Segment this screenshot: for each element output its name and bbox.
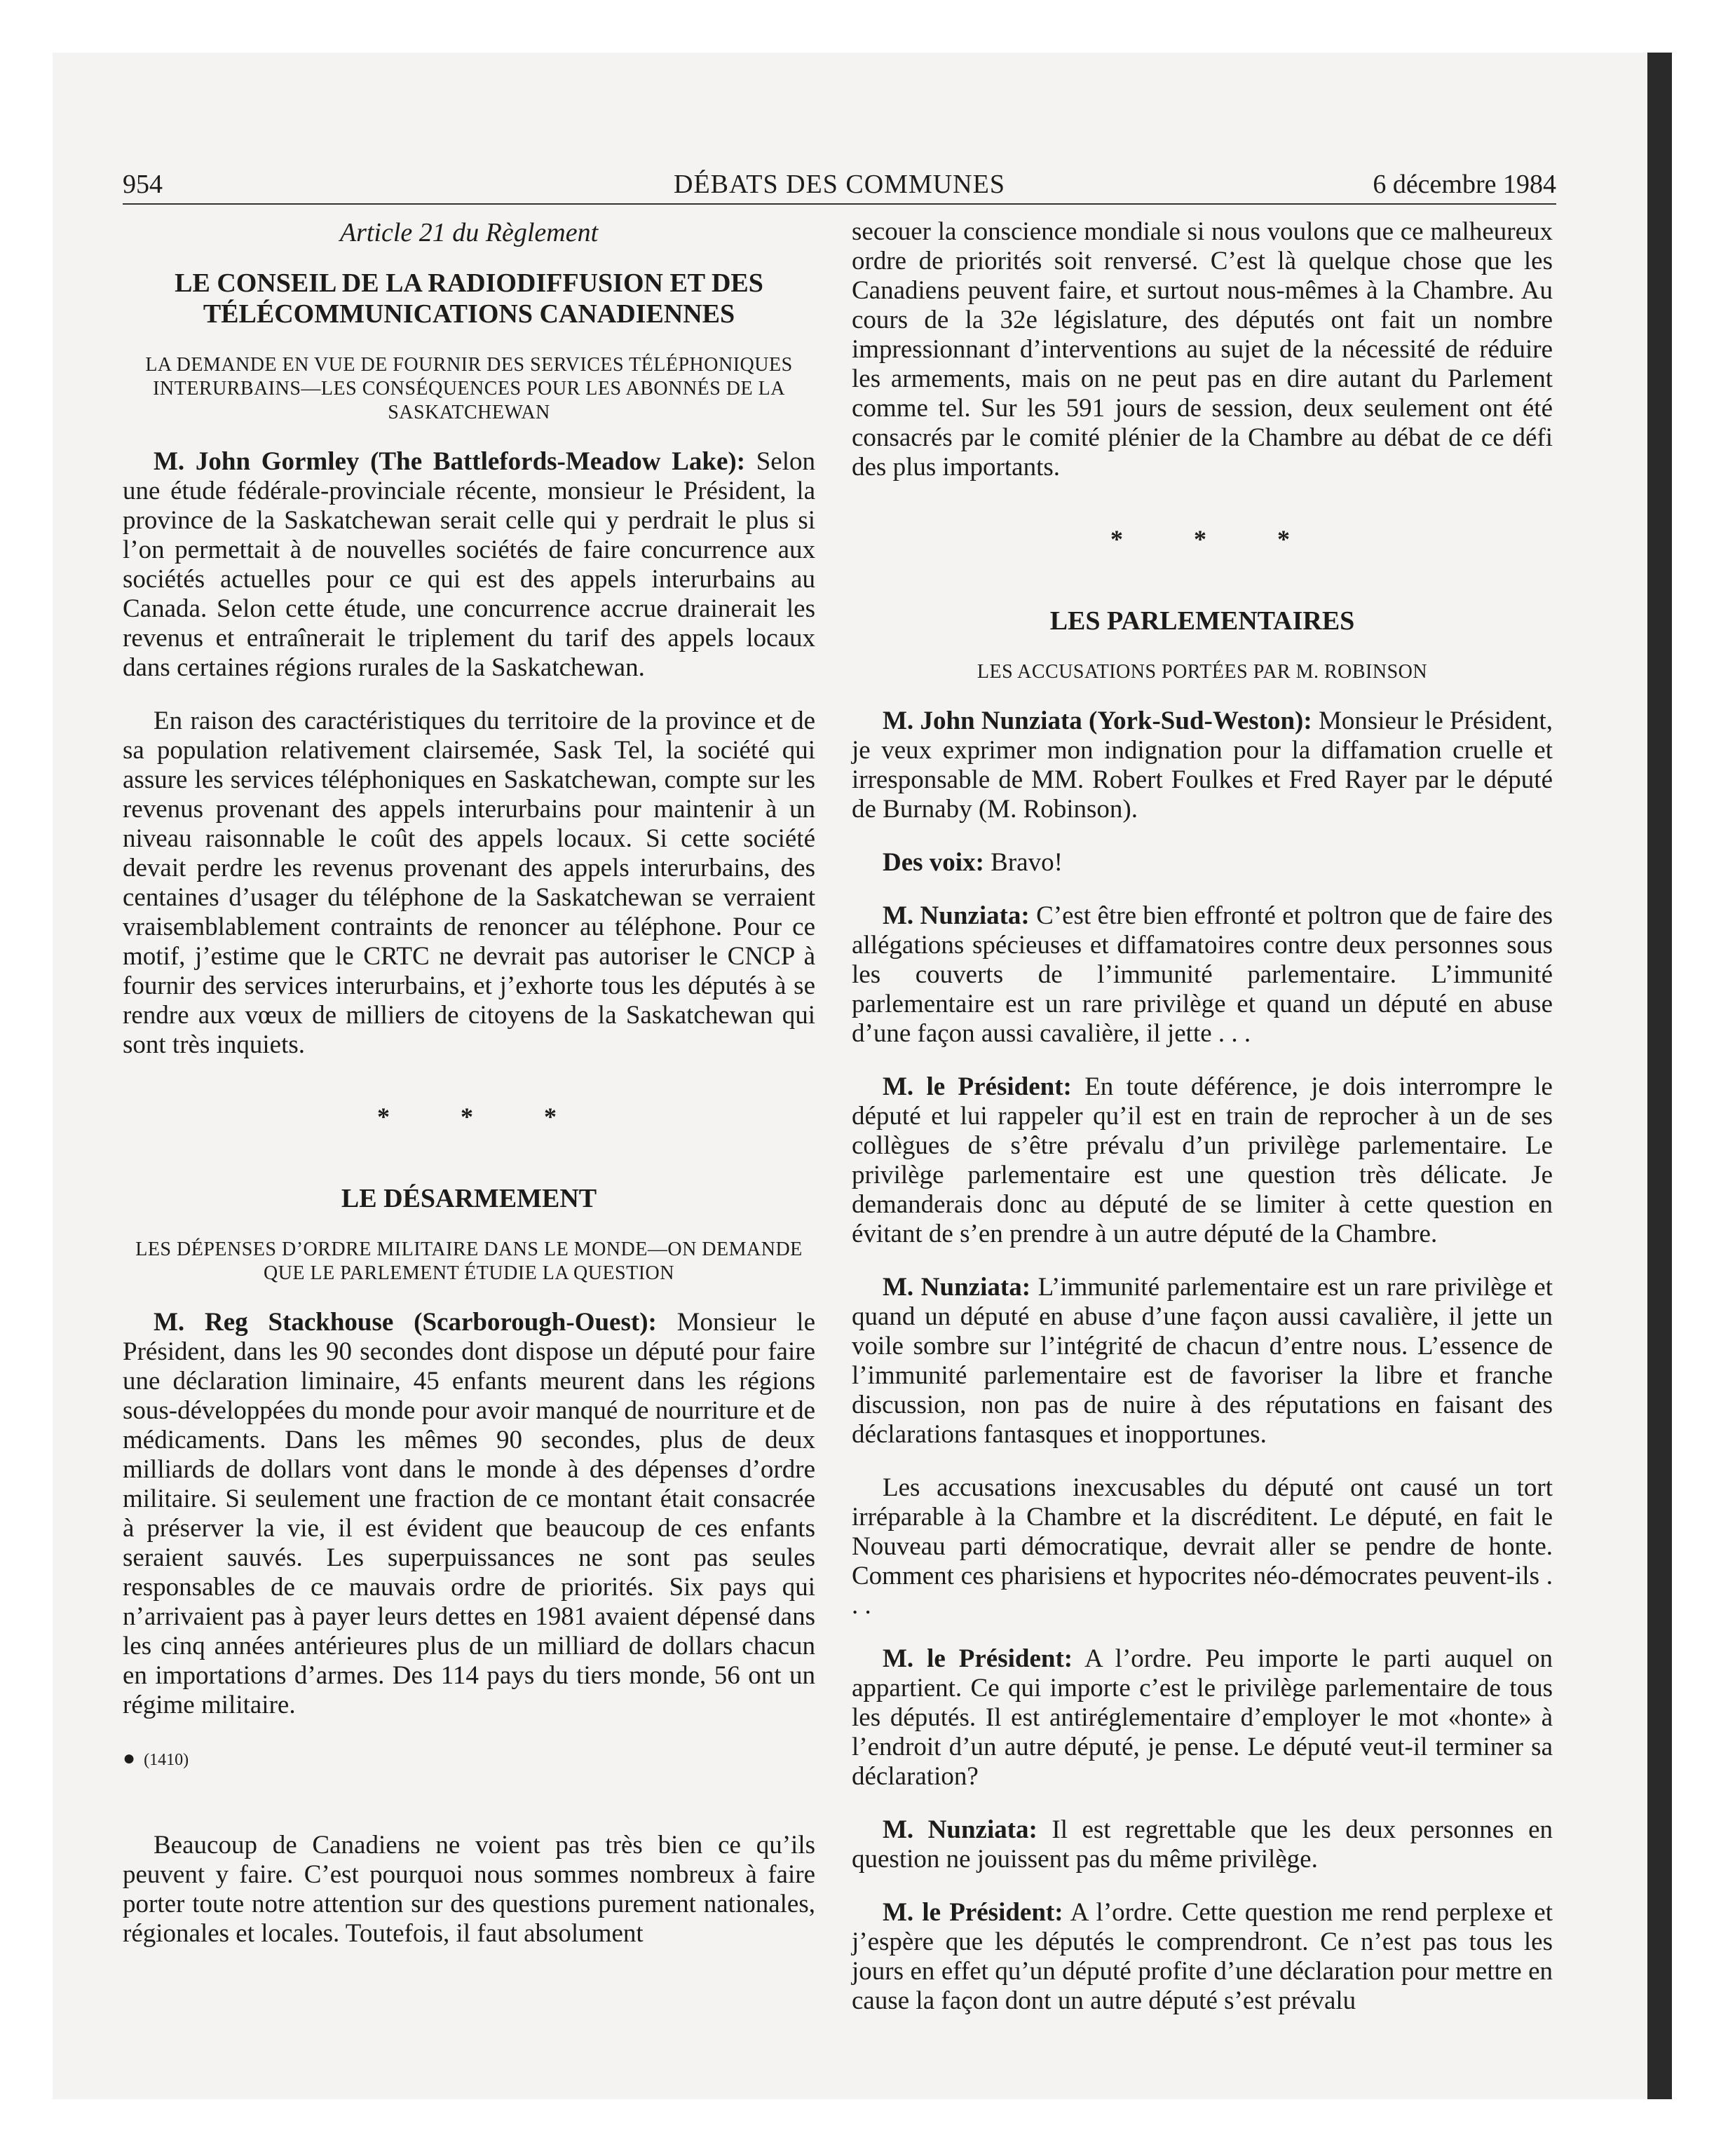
- left-column: [123, 217, 815, 1972]
- paragraph-canadiens: Beaucoup de Canadiens ne voient pas très bien ce qu’ils peuvent y faire. C’est pourquoi nous sommes nombreux à faire porter toute notre attention sur des questions purement nationales, régionales et locales. Toutefois, il faut absolument: [123, 1831, 815, 1948]
- speaker-name: M. Nunziata:: [883, 1273, 1031, 1302]
- speech-text: C’est être bien effronté et poltron que de faire des allégations spécieuses et diffamatoires contre deux personnes sous les couverts de l’immunité parlementaire. L’immunité parlementaire est un rare privilège et quand un député en abuse d’une façon aussi cavalière, il jette . . .: [852, 901, 1553, 1048]
- speech-text: A l’ordre. Cette question me rend perplexe et j’espère que les députés le comprendront. Ce n’est pas tous les jours en effet qu’un député profite d’une déclaration pour mettre en cause la façon dont un autre député s’est prévalu: [852, 1898, 1553, 2015]
- section-title-crtc: LE CONSEIL DE LA RADIODIFFUSION ET DES TÉLÉCOMMUNICATIONS CANADIENNES: [175, 268, 763, 329]
- speaker-name: M. John Nunziata (York-Sud-Weston):: [883, 707, 1312, 735]
- speech-text: En toute déférence, je dois interrompre le député et lui rappeler qu’il est en train de reprocher à un de ses collègues de s’être prévalu d’un privilège parlementaire. Le privilège parlementaire est une question très délicate. Je demanderais donc au député de se limiter à cette question en évitant de s’en prendre à un autre député de la Chambre.: [852, 1072, 1553, 1248]
- paragraph-president-3: [852, 1898, 1553, 2016]
- speech-text: A l’ordre. Peu importe le parti auquel on appartient. Ce qui importe c’est le privilège parlementaire de tous les députés. Il est antiréglementaire d’employer le mot «honte» à l’endroit d’un autre député, je pense. Le député veut-il terminer sa déclaration?: [852, 1644, 1553, 1791]
- scan-edge-shadow: [1647, 53, 1672, 2099]
- page-number: 954: [123, 170, 163, 199]
- section-subtitle-crtc: LA DEMANDE EN VUE DE FOURNIR DES SERVICES TÉLÉPHONIQUES INTERURBAINS—LES CONSÉQUENCES POUR LES ABONNÉS DE LA SASKATCHEWAN: [145, 354, 793, 423]
- speech-text: Monsieur le Président, je veux exprimer mon indignation pour la diffamation cruelle et irresponsable de MM. Robert Foulkes et Fred Rayer par le député de Burnaby (M. Robinson).: [852, 707, 1553, 824]
- speaker-name: M. John Gormley (The Battlefords-Meadow Lake):: [154, 447, 746, 476]
- section-title-desarmement: LE DÉSARMEMENT: [341, 1184, 597, 1213]
- section-separator: * * *: [377, 1103, 589, 1131]
- paragraph-president-2: [852, 1644, 1553, 1792]
- paragraph-nunziata-2: [852, 901, 1553, 1049]
- speaker-name: M. le Président:: [883, 1898, 1063, 1927]
- speech-text: Monsieur le Président, dans les 90 secondes dont dispose un député pour faire une déclaration liminaire, 45 enfants meurent dans les régions sous-développées du monde pour avoir manqué de nourriture et de médicaments. Dans les mêmes 90 secondes, plus de deux milliards de dollars vont dans le monde à des dépenses d’ordre militaire. Si seulement une fraction de ce montant était consacrée à préserver la vie, il est évident que beaucoup de ces enfants seraient sauvés. Les superpuissances ne sont pas seules responsables de ce mauvais ordre de priorités. Six pays qui n’arrivaient pas à payer leurs dettes en 1981 avaient dépensé dans les cinq années antérieures plus de un milliard de dollars chacun en importations d’armes. Des 114 pays du tiers monde, 56 ont un régime militaire.: [123, 1308, 815, 1719]
- page-header: [123, 167, 1556, 205]
- paragraph-sasktel: En raison des caractéristiques du territoire de la province et de sa population relativement clairsemée, Sask Tel, la société qui assure les services téléphoniques en Saskatchewan, compte sur les revenus provenant des appels interurbains pour maintenir à un niveau raisonnable le coût des appels locaux. Si cette société devait perdre les revenus provenant des appels interurbains, des centaines d’usager du téléphone de la Saskatchewan se verraient vraisemblablement contraints de renoncer au téléphone. Pour ce motif, j’estime que le CRTC ne devrait pas autoriser le CNCP à fournir des services interurbains, et j’exhorte tous les députés à se rendre aux vœux de milliers de citoyens de la Saskatchewan qui sont très inquiets.: [123, 707, 815, 1059]
- paragraph-gormley: [123, 447, 815, 683]
- paragraph-nunziata-3: [852, 1273, 1553, 1449]
- speaker-name: M. Nunziata:: [883, 1815, 1037, 1844]
- paragraph-des-voix: [852, 848, 1553, 878]
- section-subtitle-desarmement: LES DÉPENSES D’ORDRE MILITAIRE DANS LE MONDE—ON DEMANDE QUE LE PARLEMENT ÉTUDIE LA QUESTION: [135, 1239, 803, 1284]
- speech-text: Bravo!: [984, 848, 1063, 877]
- bullet-dot-icon: ●: [123, 1747, 136, 1770]
- speaker-name: M. le Président:: [883, 1072, 1072, 1101]
- speaker-name: M. le Président:: [883, 1644, 1073, 1673]
- rubric: Article 21 du Règlement: [339, 218, 599, 247]
- paragraph-stackhouse: [123, 1308, 815, 1720]
- right-column: [852, 217, 1553, 2040]
- speech-text: L’immunité parlementaire est un rare privilège et quand un député en abuse d’une façon aussi cavalière, il jette un voile sombre sur l’intégrité de chacun d’entre nous. L’essence de l’immunité parlementaire est de favoriser la libre et franche discussion, non pas de nuire à des réputations en faisant des déclarations fantasques et inopportunes.: [852, 1273, 1553, 1449]
- speaker-name: M. Nunziata:: [883, 901, 1030, 930]
- time-marker-text: (1410): [144, 1751, 189, 1769]
- section-title-parlementaires: LES PARLEMENTAIRES: [1049, 606, 1355, 636]
- speaker-name: Des voix:: [883, 848, 984, 877]
- section-subtitle-parlementaires: LES ACCUSATIONS PORTÉES PAR M. ROBINSON: [977, 661, 1428, 683]
- page-date: 6 décembre 1984: [1373, 170, 1556, 199]
- paragraph-accusations: Les accusations inexcusables du député ont causé un tort irréparable à la Chambre et la discréditent. Le député, en fait le Nouveau parti démocratique, devrait aller se pendre de honte. Comment ces pharisiens et hypocrites néo-démocrates peuvent-ils . . .: [852, 1473, 1553, 1620]
- speech-text: Il est regrettable que les deux personnes en question ne jouissent pas du même privilège.: [852, 1815, 1553, 1874]
- paragraph-nunziata-1: [852, 707, 1553, 824]
- paragraph-president-1: [852, 1072, 1553, 1249]
- paragraph-continuation: secouer la conscience mondiale si nous voulons que ce malheureux ordre de priorités soit renversé. C’est là quelque chose que les Canadiens peuvent faire, et surtout nous-mêmes à la Chambre. Au cours de la 32e législature, des députés ont fait un nombre impressionnant d’interventions au sujet de la nécessité de réduire les armements, mais on ne peut pas en dire autant du Parlement comme tel. Sur les 591 jours de session, deux seulement ont été consacrés par le comité plénier de la Chambre au débat de ce défi des plus importants.: [852, 217, 1553, 482]
- paragraph-nunziata-4: [852, 1815, 1553, 1874]
- time-marker: [123, 1744, 815, 1775]
- running-title: DÉBATS DES COMMUNES: [674, 170, 1005, 199]
- speaker-name: M. Reg Stackhouse (Scarborough-Ouest):: [154, 1308, 657, 1337]
- section-separator: * * *: [1110, 525, 1322, 553]
- speech-text: Selon une étude fédérale-provinciale récente, monsieur le Président, la province de la Saskatchewan serait celle qui y perdrait le plus si l’on permettait à de nouvelles sociétés de faire concurrence aux sociétés actuelles pour ce qui est des appels interurbains au Canada. Selon cette étude, une concurrence accrue drainerait les revenus et entraînerait le triplement du tarif des appels locaux dans certaines régions rurales de la Saskatchewan.: [123, 447, 815, 682]
